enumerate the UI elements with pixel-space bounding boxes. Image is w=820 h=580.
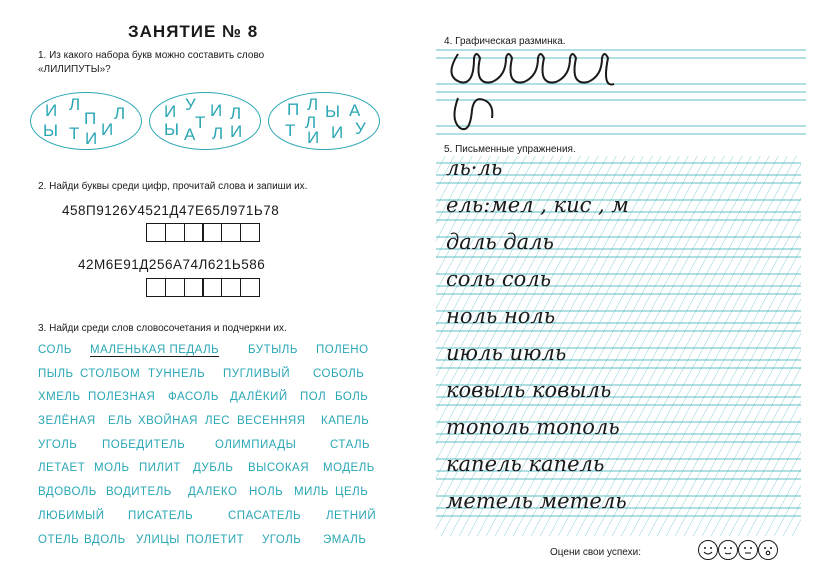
answer-box[interactable] [202, 223, 222, 242]
right-page [420, 0, 820, 580]
loop-pattern-row-2 [454, 98, 492, 129]
word[interactable]: ПОБЕДИТЕЛЬ [102, 438, 186, 451]
letter-set-1[interactable] [30, 92, 142, 150]
code-sequence-2: 42М6Е91Д256А74Л621Ь586 [78, 257, 266, 272]
letter-set-2[interactable] [149, 92, 261, 150]
letter: У [355, 119, 366, 138]
answer-box[interactable] [221, 278, 241, 297]
word-line [38, 344, 378, 368]
letter: И [331, 123, 344, 142]
word[interactable]: СТОЛБОМ [80, 367, 141, 380]
word[interactable]: ДАЛЁКИЙ [230, 391, 288, 404]
answer-boxes-2[interactable] [146, 278, 259, 297]
letter: Л [307, 95, 319, 114]
word[interactable]: ВДОЛЬ [84, 533, 126, 546]
letter: Т [195, 113, 206, 132]
word[interactable]: УГОЛЬ [262, 533, 302, 546]
letter: Ы [325, 102, 341, 121]
word[interactable]: БУТЫЛЬ [248, 344, 298, 356]
letter: Л [230, 104, 242, 123]
letter: И [164, 102, 177, 121]
letter: И [85, 129, 98, 148]
letter: А [184, 125, 196, 144]
cursive-line: ель:мел , кис , м [446, 193, 629, 217]
word[interactable]: ПОЛЕНО [316, 344, 369, 356]
word[interactable]: ЛЕС [205, 415, 231, 428]
self-rating-label: Оцени свои успехи: [550, 547, 641, 558]
smile-neutral-icon[interactable] [738, 540, 758, 560]
answer-boxes-1[interactable] [146, 223, 259, 242]
word-line [38, 391, 378, 415]
word[interactable]: ХВОЙНАЯ [138, 415, 198, 428]
cursive-line: ноль ноль [446, 304, 556, 328]
letter: Л [114, 104, 126, 123]
word[interactable]: МИЛЬ [294, 486, 329, 499]
word[interactable]: ПЫЛЬ [38, 367, 74, 380]
answer-box[interactable] [221, 223, 241, 242]
word[interactable]: ХМЕЛЬ [38, 391, 81, 404]
loop-pattern-row-1 [451, 54, 614, 84]
word[interactable]: УЛИЦЫ [136, 533, 180, 546]
task2-question: 2. Найди буквы среди цифр, прочитай слова и запиши их. [38, 181, 308, 192]
answer-box[interactable] [165, 223, 185, 242]
letter: Т [285, 121, 296, 140]
letter: И [230, 122, 243, 141]
word[interactable]: ВОДИТЕЛЬ [106, 486, 172, 499]
handwriting-practice [436, 156, 801, 536]
word[interactable]: ОТЕЛЬ [38, 533, 80, 546]
cursive-line: даль даль [446, 230, 554, 254]
letter: Л [305, 113, 317, 132]
cursive-line: тополь тополь [446, 415, 620, 439]
word-line [38, 415, 378, 439]
word[interactable]: МОЛЬ [94, 462, 130, 475]
answer-box[interactable] [184, 223, 204, 242]
lesson-title: ЗАНЯТИЕ № 8 [128, 22, 259, 41]
word[interactable]: ЕЛЬ [108, 415, 133, 428]
word[interactable]: ТУННЕЛЬ [148, 367, 206, 380]
word[interactable]: МОДЕЛЬ [323, 462, 375, 475]
answer-box[interactable] [146, 278, 166, 297]
answer-box[interactable] [184, 278, 204, 297]
letter-sets [30, 92, 390, 148]
word[interactable]: ЛЮБИМЫЙ [38, 509, 105, 522]
word-line [38, 486, 378, 510]
letter: Т [69, 124, 80, 143]
word[interactable]: ДАЛЕКО [188, 486, 238, 499]
letter: Л [69, 95, 81, 114]
word[interactable]: ЗЕЛЁНАЯ [38, 415, 96, 428]
task1-word: «ЛИЛИПУТЫ»? [38, 64, 111, 75]
letter: Ы [164, 120, 180, 139]
word[interactable]: БОЛЬ [335, 391, 369, 404]
word[interactable]: ЛЕТНИЙ [326, 509, 377, 522]
word[interactable]: ФАСОЛЬ [168, 391, 219, 404]
cursive-line: метель метель [446, 489, 627, 513]
word[interactable]: СПАСАТЕЛЬ [228, 509, 302, 522]
letter: Л [212, 124, 224, 143]
letter: П [84, 109, 97, 128]
word-grid [38, 344, 378, 557]
word[interactable]: ВЫСОКАЯ [248, 462, 310, 475]
cursive-line: ковыль ковыль [446, 378, 612, 402]
cursive-line: соль соль [446, 267, 552, 291]
word[interactable]: ВДОВОЛЬ [38, 486, 97, 499]
task5-header: 5. Письменные упражнения. [444, 144, 576, 155]
smile-happy-icon[interactable] [698, 540, 718, 560]
letter: А [349, 101, 361, 120]
word-line [38, 510, 378, 534]
answer-box[interactable] [165, 278, 185, 297]
word[interactable]: ОЛИМПИАДЫ [215, 438, 297, 451]
word[interactable]: ЦЕЛЬ [335, 486, 369, 499]
letter: Ы [43, 121, 59, 140]
letter: П [287, 100, 300, 119]
word[interactable]: СОЛЬ [38, 344, 72, 356]
word[interactable]: ЛЕТАЕТ [38, 462, 86, 475]
word[interactable]: ПОЛЕЗНАЯ [88, 391, 156, 404]
word[interactable]: ПИЛИТ [139, 462, 181, 475]
letter: И [210, 101, 223, 120]
word[interactable]: КАПЕЛЬ [321, 415, 370, 428]
answer-box[interactable] [202, 278, 222, 297]
word[interactable]: ПУГЛИВЫЙ [223, 367, 291, 380]
word-line [38, 534, 378, 558]
word-line [38, 462, 378, 486]
word[interactable]: ПИСАТЕЛЬ [128, 509, 194, 522]
letter: И [45, 101, 58, 120]
word[interactable]: СОБОЛЬ [313, 367, 365, 380]
cursive-line: капель капель [446, 452, 605, 476]
word[interactable]: ПОЛ [300, 391, 327, 404]
task4-header: 4. Графическая разминка. [444, 36, 566, 47]
word[interactable]: УГОЛЬ [38, 438, 78, 451]
letter: У [185, 95, 196, 114]
word[interactable]: ЭМАЛЬ [323, 533, 367, 546]
letter: И [101, 120, 114, 139]
word-line [38, 368, 378, 392]
letter-set-3[interactable] [268, 92, 380, 150]
code-sequence-1: 458П9126У4521Д47Е65Л971Ь78 [62, 203, 280, 218]
answer-box[interactable] [240, 278, 260, 297]
cursive-line: июль июль [446, 341, 567, 365]
task1-question: 1. Из какого набора букв можно составить слово [38, 50, 265, 61]
smile-calm-icon[interactable] [718, 540, 738, 560]
word[interactable]: НОЛЬ [249, 486, 284, 499]
cursive-line: ль·ль [446, 156, 503, 180]
word[interactable]: ВЕСЕННЯЯ [237, 415, 306, 428]
letter: И [307, 128, 320, 147]
word[interactable]: ПОЛЕТИТ [186, 533, 245, 546]
smile-surprised-icon[interactable] [758, 540, 778, 560]
word[interactable]: ДУБЛЬ [193, 462, 234, 475]
word-line [38, 439, 378, 463]
answer-box[interactable] [146, 223, 166, 242]
word-underlined[interactable]: МАЛЕНЬКАЯ ПЕДАЛЬ [90, 344, 220, 356]
word[interactable]: СТАЛЬ [330, 438, 371, 451]
task3-question: 3. Найди среди слов словосочетания и подчеркни их. [38, 323, 287, 334]
graphic-warmup-area [436, 46, 806, 146]
answer-box[interactable] [240, 223, 260, 242]
